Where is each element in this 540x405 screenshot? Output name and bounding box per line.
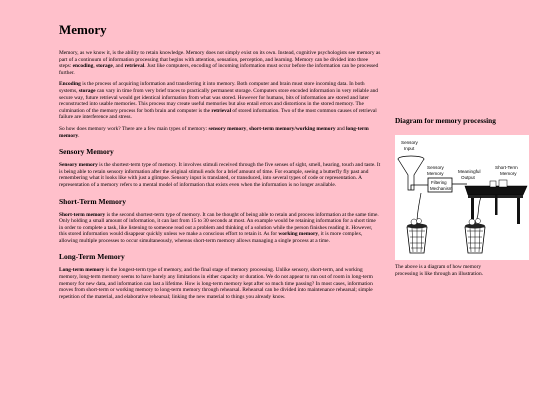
bold-term: storage xyxy=(96,63,113,70)
label-stm-1: Short-Term xyxy=(495,165,518,170)
bold-term: Long-term memory xyxy=(59,267,105,274)
text-run: is the longest-term type of memory, and the final stage of memory processing. Unlike sensory, short-term, and working memory, long-term memory seems to have barely any limitations in either capacity or duration. We do not appear to run out of room in long-term memory for new data, and information can last a lifetime. How is long-term memory kept after so much time passing? In most cases, information moves from short-term or working memory to long-term memory through rehearsal. Rehearsal can be divided into maintenance rehearsal; simple repetition of the material, and elaborative rehearsal; linking the new material to things you already know. xyxy=(59,267,373,300)
text-run: So how does memory work? There are a few main types of memory: xyxy=(59,125,209,132)
body-paragraph xyxy=(59,50,381,76)
label-sensory-memory-1: Sensory xyxy=(427,165,444,170)
bold-term: long-term memory xyxy=(59,125,369,139)
text-run: can vary in time from very brief traces to practically permanent storage. Computers store encoded information in very reliable and secure way, future retrieval would get identical information from what was stored. However for humans, bits of information are stored and later reconstructed into usable memories. This process may create useful memories but also entail errors and distortions in the stored memory. The culmination of the memory process for both brain and computer is the xyxy=(59,87,378,114)
label-stm-2: Memory xyxy=(500,171,517,176)
text-run: Memory, as we know it, is the ability to retain knowledge. Memory does not simply exist on its own. Instead, cognitive psychologists see memory as part of a continuum of information processing that begins with attention, sensation, perception, and learning. Memory can be divided into three steps: xyxy=(59,50,381,70)
label-filtering-2: Mechanism xyxy=(430,186,453,191)
sidebar-heading: Diagram for memory processing xyxy=(395,116,496,125)
body-paragraph xyxy=(59,81,381,121)
section-heading: Sensory Memory xyxy=(59,147,114,157)
sidebar xyxy=(395,116,530,277)
memory-processing-diagram xyxy=(395,135,529,260)
label-meaningful-1: Meaningful xyxy=(458,169,481,174)
text-run: , xyxy=(246,125,250,132)
wastebasket-icon xyxy=(407,219,427,254)
bold-term: short-term memory/working memory xyxy=(249,125,336,132)
bold-term: storage xyxy=(78,87,96,94)
bold-term: Sensory memory xyxy=(59,162,98,169)
filter-box xyxy=(428,178,453,192)
label-meaningful-2: Output xyxy=(461,175,475,180)
table-icon xyxy=(465,180,527,224)
bold-term: encoding xyxy=(72,63,94,70)
main-column xyxy=(59,22,381,305)
text-run: is the shortest-term type of memory. It involves stimuli received through the five senses of sight, smell, hearing, touch and taste. It is being able to retain sensory information after the original stimuli ends for a brief amount of time. For example, seeing a butterfly fly past and remembering what it looks like with just a glimpse. Sensory input is translated, or transduced, into several types of code or representation. A representation of a memory refers to a mental model of information that exists even when the information is no longer available. xyxy=(59,162,381,188)
label-filtering-1: Filtering xyxy=(431,180,447,185)
body-paragraph xyxy=(59,162,381,188)
text-run: , it is more complex, allowing multiple processes to occur simultaneously, whereas short-term memory allows managing a single process at a time. xyxy=(59,231,363,244)
sections-container xyxy=(59,147,381,300)
bold-term: sensory memory xyxy=(208,125,247,132)
bold-term: Short-term memory xyxy=(59,211,106,218)
bold-term: retrieval xyxy=(211,107,232,114)
page-title: Memory xyxy=(59,22,107,37)
section-heading: Short-Term Memory xyxy=(59,196,126,206)
wastebasket-icon-2 xyxy=(465,219,485,254)
body-paragraph xyxy=(59,267,381,300)
text-run: , and xyxy=(112,63,125,70)
text-run: . xyxy=(78,132,80,139)
text-run: of stored information. Two of the most common causes of retrieval failure are interference and stress. xyxy=(59,107,377,121)
text-run: is the process of acquiring information and transferring it into memory. Both computer and brain must store incoming data. In both systems, xyxy=(59,81,365,94)
bold-term: retrieval xyxy=(124,63,145,70)
section-heading: Long-Term Memory xyxy=(59,252,125,262)
label-sensory-input-1: Sensory xyxy=(401,140,418,145)
body-paragraph xyxy=(59,212,381,245)
diagram-caption: The above is a diagram of how memory processing is like through an illustration. xyxy=(395,264,484,277)
text-run: and xyxy=(335,125,347,132)
text-run: is the second shortest-term type of memory. It can be thought of being able to retain and process information at the same time. Only holding a small amount of information, it can last from 15 to 30 seconds at most. An example would be retaining information for a short time in order to complete a task, like listening to someone read out a problem and thinking of a solution while the person finishes reading it. However, this stored information would disappear quickly unless we make a conscious effort to retain it. As for xyxy=(59,211,379,238)
bold-term: working memory xyxy=(278,231,319,238)
label-sensory-memory-2: Memory xyxy=(427,171,444,176)
intro-section xyxy=(59,50,381,139)
bold-term: Encoding xyxy=(59,81,81,88)
text-run: , xyxy=(93,63,97,70)
text-run: . Just like computers, encoding of incoming information must occur before the information can be processed further. xyxy=(59,63,379,76)
label-sensory-input-2: Input xyxy=(404,146,415,151)
body-paragraph xyxy=(59,126,381,139)
